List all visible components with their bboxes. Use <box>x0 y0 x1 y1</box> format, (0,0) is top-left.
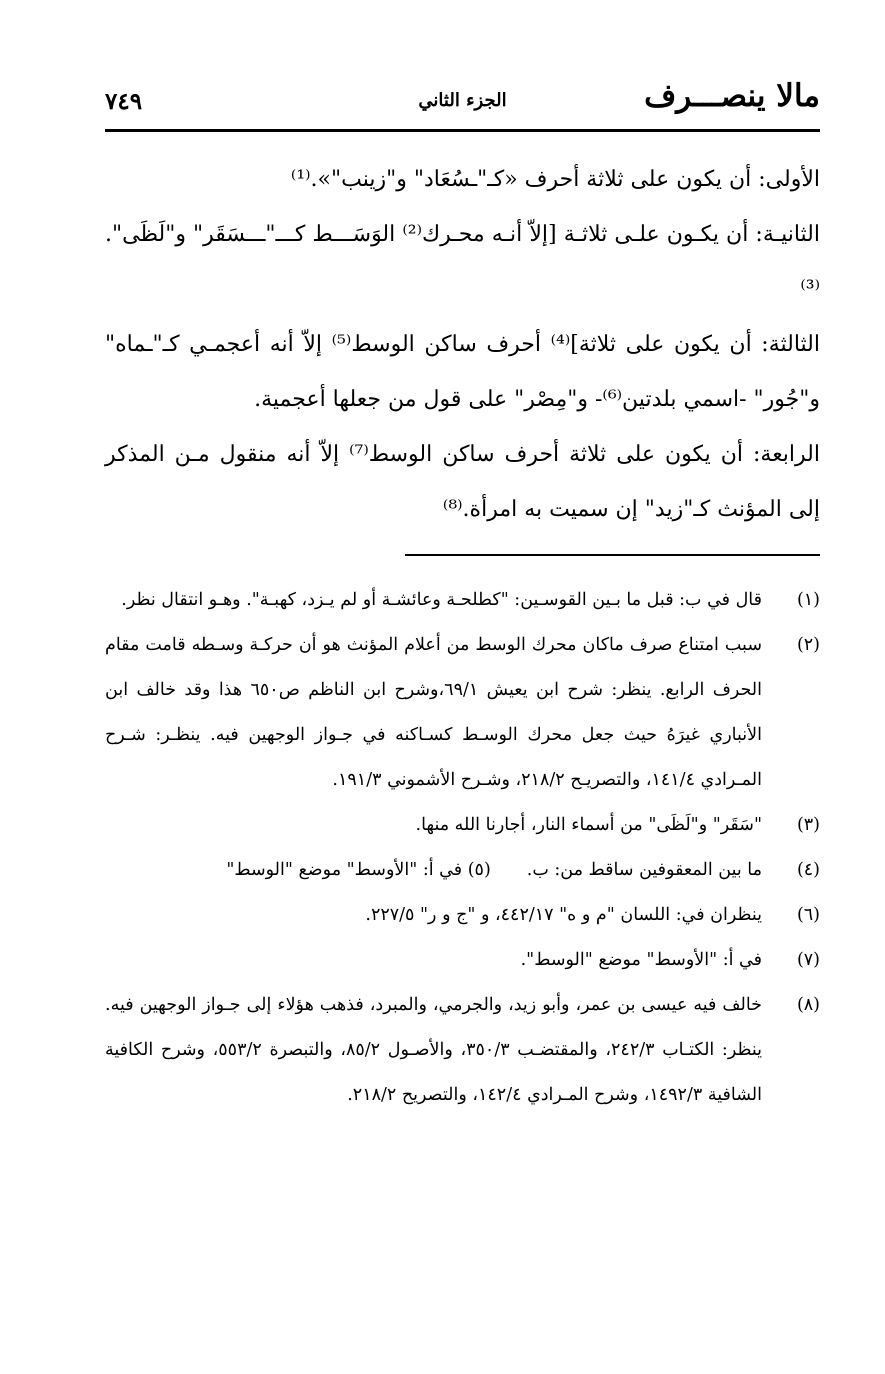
footnote-text: سبب امتناع صرف ماكان محرك الوسط من أعلام المؤنث هو أن حركـة وسـطه قامت مقام الحرف الرابع. ينظر: شرح ابن يعيش ٦٩/١،وشرح ابن الناظم ص٦٥٠ هذا وقد خالف ابن الأنباري غيرَهُ حيث جعل محرك الوسـط كسـاكنه في جـواز الوجهين فيه. ينظـر: شـرح المـرادي ١٤١/٤، والتصريـح ٢١٨/٢، وشـرح الأشموني ١٩١/٣. <box>105 635 762 790</box>
footnote-number: (١) <box>796 590 820 610</box>
footnote-text <box>105 848 762 893</box>
header-rule <box>105 129 820 132</box>
main-text <box>105 152 820 537</box>
footnote-8 <box>105 983 820 1118</box>
footnote-4-5 <box>105 848 820 893</box>
paragraph-second: الثانيـة: أن يكـون علـى ثلاثـة [إلاّ أنـه محـرك⁽²⁾ الوَسَـــط كـــ"ـــسَقَر" و"لَظَى".⁽³⁾ <box>105 222 820 302</box>
footnote-number: (٦) <box>796 905 820 925</box>
footnote-rule <box>405 554 820 556</box>
chapter-title: مالا ينصـــرف <box>644 78 820 114</box>
footnote-text: ينظران في: اللسان "م و ه" ٤٤٢/١٧، و "ج و ر" ٢٢٧/٥. <box>365 905 762 925</box>
footnote-1 <box>105 578 820 623</box>
footnote-7 <box>105 938 820 983</box>
page-header <box>105 70 820 128</box>
footnote-6 <box>105 893 820 938</box>
footnote-number: (٨) <box>796 995 820 1015</box>
page-number: ٧٤٩ <box>105 88 143 115</box>
footnote-text: خالف فيه عيسى بن عمر، وأبو زيد، والجرمي، والمبرد، فذهب هؤلاء إلى جـواز الوجهين فيه. ينظر: الكتـاب ٢٤٢/٣، والمقتضـب ٣٥٠/٣، والأصـول ٨٥/٢، والتبصرة ٥٥٣/٢، وشرح الكافية الشافية ١٤٩٢/٣، وشرح المـرادي ١٤٢/٤، والتصريح ٢١٨/٢. <box>105 995 762 1105</box>
footnote-text: قال في ب: قبل ما بـين القوسـين: "كطلحـة وعائشـة أو لم يـزد، كهبـة". وهـو انتقال نظر. <box>121 590 762 610</box>
footnote-number: (٧) <box>796 950 820 970</box>
footnote-2 <box>105 623 820 803</box>
footnote-4-text: ما بين المعقوفين ساقط من: ب. <box>526 860 762 880</box>
footnote-number: (٢) <box>796 635 820 655</box>
footnote-3 <box>105 803 820 848</box>
footnote-text: "سَقَر" و"لَظَى" من أسماء النار، أجارنا الله منها. <box>415 815 762 835</box>
part-label: الجزء الثاني <box>418 90 507 111</box>
paragraph-third: الثالثة: أن يكون على ثلاثة]⁽⁴⁾ أحرف ساكن الوسط⁽⁵⁾ إلاّ أنه أعجمـي كـ"ـماه" و"جُور" -اسمي بلدتين⁽⁶⁾- و"مِصْر" على قول من جعلها أعجمية. <box>105 332 821 412</box>
paragraph-first: الأولى: أن يكون على ثلاثة أحرف «كـ"ـسُعَاد" و"زينب"».⁽¹⁾ <box>290 167 820 192</box>
footnote-5-number: (٥) <box>467 860 491 880</box>
paragraph-fourth: الرابعة: أن يكون على ثلاثة أحرف ساكن الوسط⁽⁷⁾ إلاّ أنه منقول مـن المذكر إلى المؤنث كـ"زيد" إن سميت به امرأة.⁽⁸⁾ <box>105 442 820 522</box>
footnotes <box>105 578 820 1118</box>
footnote-number: (٣) <box>796 815 820 835</box>
footnote-text: في أ: "الأوسط" موضع "الوسط". <box>520 950 762 970</box>
footnote-5-text: في أ: "الأوسط" موضع "الوسط" <box>226 860 463 880</box>
footnote-number: (٤) <box>796 860 820 880</box>
